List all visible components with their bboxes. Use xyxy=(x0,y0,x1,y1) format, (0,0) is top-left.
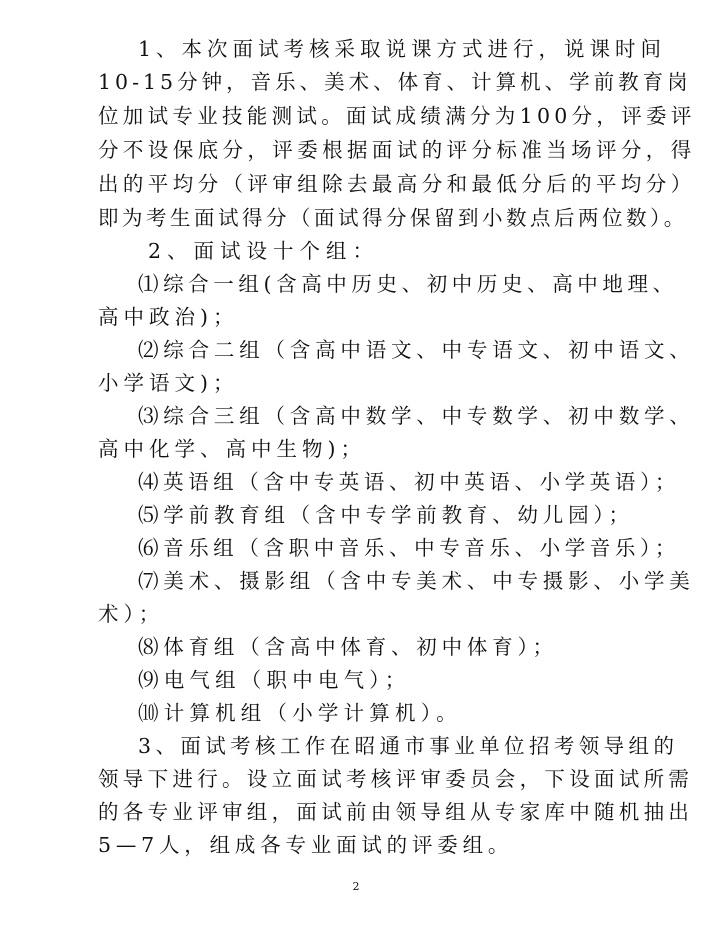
paragraph-1-line-2: 10-15分钟，音乐、美术、体育、计算机、学前教育岗 xyxy=(98,70,692,94)
paragraph-3-line-1: 3、面试考核工作在昭通市事业单位招考领导组的 xyxy=(138,734,679,758)
paragraph-1-line-6: 即为考生面试得分（面试得分保留到小数点后两位数）。 xyxy=(98,206,688,230)
group-3-line-1: ⑶综合三组（含高中数学、中专数学、初中数学、 xyxy=(138,404,695,428)
group-8-line: ⑻体育组（含高中体育、初中体育）； xyxy=(138,635,558,659)
group-1-line-1: ⑴综合一组(含高中历史、初中历史、高中地理、 xyxy=(138,272,678,296)
paragraph-1-line-5: 出的平均分（评审组除去最高分和最低分后的平均分） xyxy=(98,172,696,196)
group-10-line: ⑽计算机组（小学计算机）。 xyxy=(138,701,462,725)
group-5-line: ⑸学前教育组（含中专学前教育、幼儿园）； xyxy=(138,503,634,527)
paragraph-1-line-4: 分不设保底分，评委根据面试的评分标准当场评分，得 xyxy=(98,138,696,162)
group-6-line: ⑹音乐组（含职中音乐、中专音乐、小学音乐）； xyxy=(138,536,680,560)
page-number: 2 xyxy=(352,880,360,893)
paragraph-3-line-4: 5—7人，组成各专业面试的评委组。 xyxy=(98,833,514,857)
group-4-line: ⑷英语组（含中专英语、初中英语、小学英语）； xyxy=(138,470,680,494)
group-2-line-2: 小学语文)； xyxy=(98,371,239,395)
group-9-line: ⑼电气组（职中电气）； xyxy=(138,668,411,692)
group-3-line-2: 高中化学、高中生物)； xyxy=(98,437,366,461)
paragraph-3-line-3: 的各专业评审组，面试前由领导组从专家库中随机抽出 xyxy=(98,800,694,824)
group-2-line-1: ⑵综合二组（含高中语文、中专语文、初中语文、 xyxy=(138,338,695,362)
paragraph-1-line-3: 位加试专业技能测试。面试成绩满分为100分，评委评 xyxy=(98,104,696,128)
group-1-line-2: 高中政治)； xyxy=(98,305,239,329)
group-7-line-2: 术）； xyxy=(98,602,165,626)
paragraph-1-line-1: 1、本次面试考核采取说课方式进行，说课时间 xyxy=(138,37,667,61)
paragraph-3-line-2: 领导下进行。设立面试考核评审委员会，下设面试所需 xyxy=(98,767,694,791)
group-7-line-1: ⑺美术、摄影组（含中专美术、中专摄影、小学美 xyxy=(138,569,695,593)
section-2-heading: 2、面试设十个组： xyxy=(148,239,380,263)
